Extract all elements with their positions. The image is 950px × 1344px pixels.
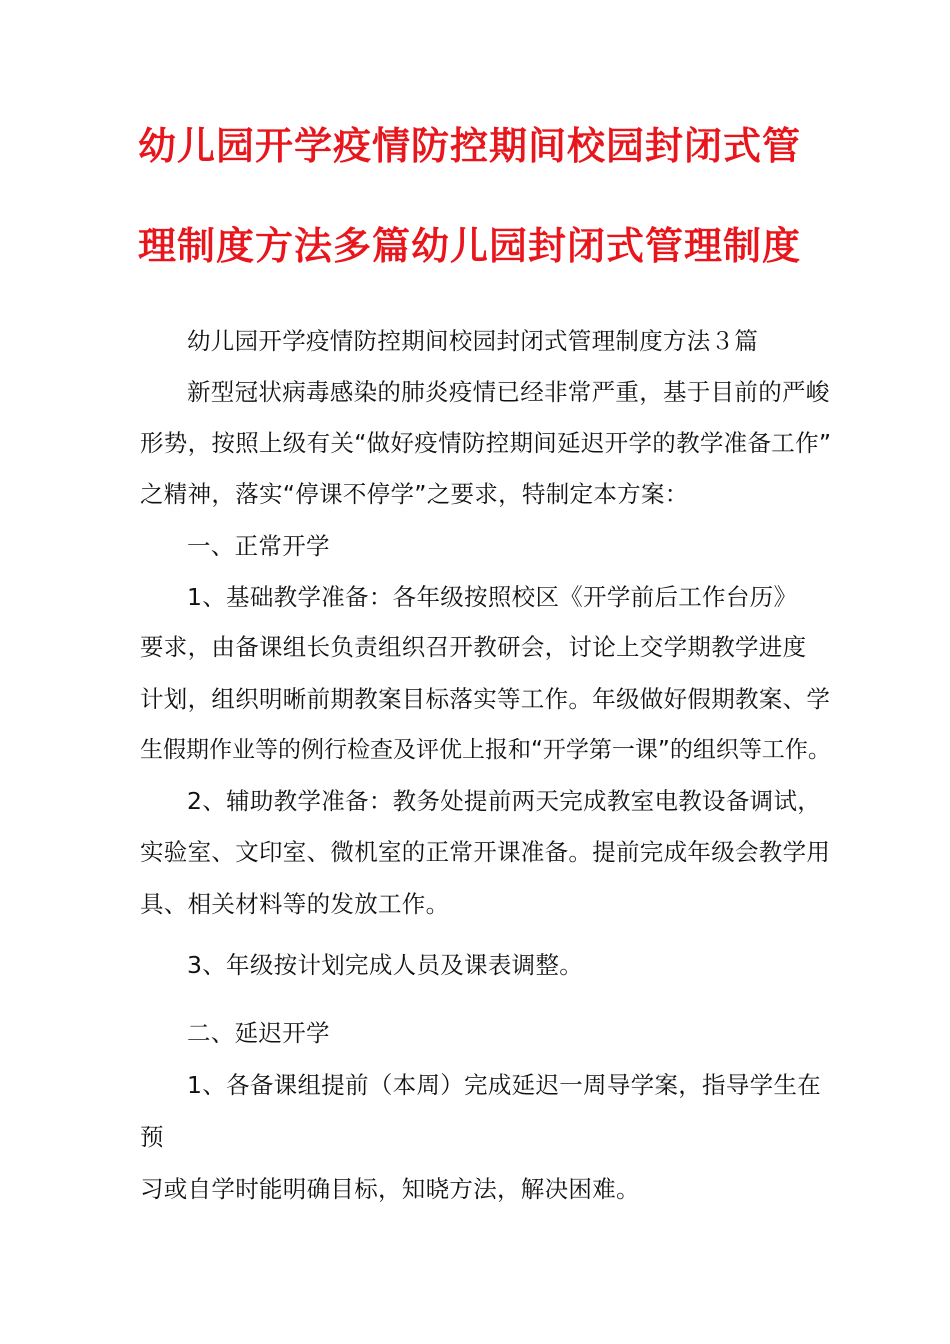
paragraph-line: 新型冠状病毒感染的肺炎疫情已经非常严重，基于目前的严峻 bbox=[187, 378, 830, 406]
paragraph-line: 形势，按照上级有关“做好疫情防控期间延迟开学的教学准备工作” bbox=[140, 429, 832, 457]
paragraph-line: 实验室、文印室、微机室的正常开课准备。提前完成年级会教学用 bbox=[140, 838, 831, 866]
section-heading: 二、延迟开学 bbox=[187, 1019, 330, 1047]
paragraph-line: 预 bbox=[140, 1123, 164, 1151]
paragraph-line: 具、相关材料等的发放工作。 bbox=[140, 890, 450, 918]
paragraph-line: 1、基础教学准备：各年级按照校区《开学前后工作台历》 bbox=[187, 583, 798, 611]
paragraph-line: 要求，由备课组长负责组织召开教研会，讨论上交学期教学进度 bbox=[140, 633, 807, 661]
paragraph-line: 3、年级按计划完成人员及课表调整。 bbox=[187, 951, 584, 979]
document-title-line-1: 幼儿园开学疫情防控期间校园封闭式管 bbox=[138, 124, 802, 168]
paragraph-line: 计划，组织明晰前期教案目标落实等工作。年级做好假期教案、学 bbox=[140, 685, 831, 713]
paragraph-line: 生假期作业等的例行检查及评优上报和“开学第一课”的组织等工作。 bbox=[140, 737, 831, 763]
paragraph-line: 习或自学时能明确目标，知晓方法，解决困难。 bbox=[140, 1175, 640, 1203]
subtitle-line: 幼儿园开学疫情防控期间校园封闭式管理制度方法３篇 bbox=[187, 327, 759, 355]
paragraph-line: 之精神，落实“停课不停学”之要求，特制定本方案： bbox=[140, 480, 689, 508]
document-title-line-2: 理制度方法多篇幼儿园封闭式管理制度 bbox=[138, 224, 802, 268]
paragraph-line: 1、各备课组提前（本周）完成延迟一周导学案，指导学生在 bbox=[187, 1071, 822, 1099]
section-heading: 一、正常开学 bbox=[187, 532, 330, 560]
paragraph-line: 2、辅助教学准备：教务处提前两天完成教室电教设备调试， bbox=[187, 787, 822, 815]
